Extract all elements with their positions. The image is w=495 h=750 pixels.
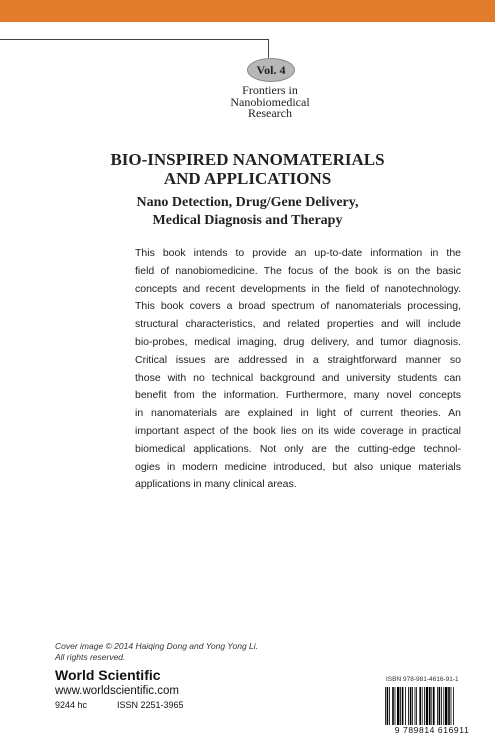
header-rule-tick (268, 39, 269, 58)
barcode-bar (410, 687, 412, 725)
barcode-bar (412, 687, 413, 725)
series-title (230, 85, 310, 120)
barcode-bar (451, 687, 452, 725)
barcode-bar (402, 687, 404, 725)
description-line: bio-probes, medical imaging, drug delivery, and tumor diagnosis. (135, 335, 461, 348)
description-line: important aspect of the book lies on its wide coverage in practical (135, 424, 461, 437)
isbn-barcode (384, 687, 480, 725)
isbn-label: ISBN 978-981-4616-91-1 (386, 676, 459, 683)
barcode-digits: 9 789814 616911 (394, 725, 470, 735)
barcode-bar (422, 687, 423, 725)
barcode-bar (437, 687, 438, 725)
barcode-bar (426, 687, 428, 725)
description-line: field of nanobiomedicine. The focus of the book is on the basic (135, 264, 461, 277)
description-line: This book covers a broad spectrum of nanomaterials processing, (135, 300, 461, 313)
barcode-bar (448, 687, 450, 725)
header-rule (0, 39, 268, 40)
description-line: applications in many clinical areas. (135, 478, 297, 491)
description-line: Critical issues are addressed in a straightforward manner so (135, 353, 461, 366)
book-description (135, 245, 461, 494)
barcode-bar (431, 687, 432, 725)
description-line: biomedical applications. Not only are the cutting-edge technol- (135, 442, 461, 455)
description-line: concepts and recent developments in the field of nanotechnology. (135, 282, 461, 295)
rights-notice: All rights reserved. (55, 652, 126, 662)
subtitle-line: Medical Diagnosis and Therapy (152, 213, 343, 228)
title-line: AND APPLICATIONS (163, 169, 332, 188)
barcode-bar (416, 687, 417, 725)
description-line: those with no technical background and university students can (135, 371, 461, 384)
barcode-bar (429, 687, 431, 725)
barcode-bar (441, 687, 442, 725)
series-line: Nanobiomedical (230, 94, 310, 109)
top-color-band (0, 0, 495, 22)
book-subtitle (0, 194, 495, 230)
barcode-bar (408, 687, 409, 725)
cover-image-credit: Cover image © 2014 Haiqing Dong and Yong Yong Li. (55, 641, 259, 651)
barcode-bar (392, 687, 394, 725)
description-line: in nanomaterials are explained in light of current theories. An (135, 407, 461, 420)
publisher-name: World Scientific (55, 667, 161, 683)
barcode-bar (453, 687, 454, 725)
barcode-bar (419, 687, 421, 725)
cover-credit (55, 641, 258, 663)
product-code: 9244 hc (55, 700, 88, 710)
barcode-bar (415, 687, 416, 725)
barcode-bar (439, 687, 441, 725)
barcode-bar (405, 687, 406, 725)
barcode-bar (400, 687, 401, 725)
barcode-bar (445, 687, 447, 725)
barcode-bar (433, 687, 435, 725)
description-line: benefit from the information. Furthermore, many novel concepts (135, 389, 461, 402)
subtitle-line: Nano Detection, Drug/Gene Delivery, (136, 195, 359, 210)
barcode-bar (397, 687, 399, 725)
volume-badge: Vol. 4 (247, 58, 295, 82)
barcode-bar (389, 687, 390, 725)
barcode-bar (385, 687, 386, 725)
description-line: structural characteristics, and related properties and will include (135, 318, 461, 331)
series-line: Research (248, 106, 292, 120)
barcode-bar (395, 687, 396, 725)
publisher-website[interactable]: www.worldscientific.com (55, 685, 179, 697)
description-line: This book intends to provide an up-to-date information in the (135, 247, 461, 259)
barcode-bar (443, 687, 444, 725)
series-line: Frontiers in (242, 83, 298, 97)
barcode-bar (387, 687, 389, 725)
book-title (0, 150, 495, 188)
title-line: BIO-INSPIRED NANOMATERIALS (110, 150, 385, 169)
issn-number: ISSN 2251-3965 (117, 700, 184, 710)
barcode-bar (424, 687, 425, 725)
description-line: ogies in modern medicine introduced, but also unique materials (135, 460, 461, 473)
